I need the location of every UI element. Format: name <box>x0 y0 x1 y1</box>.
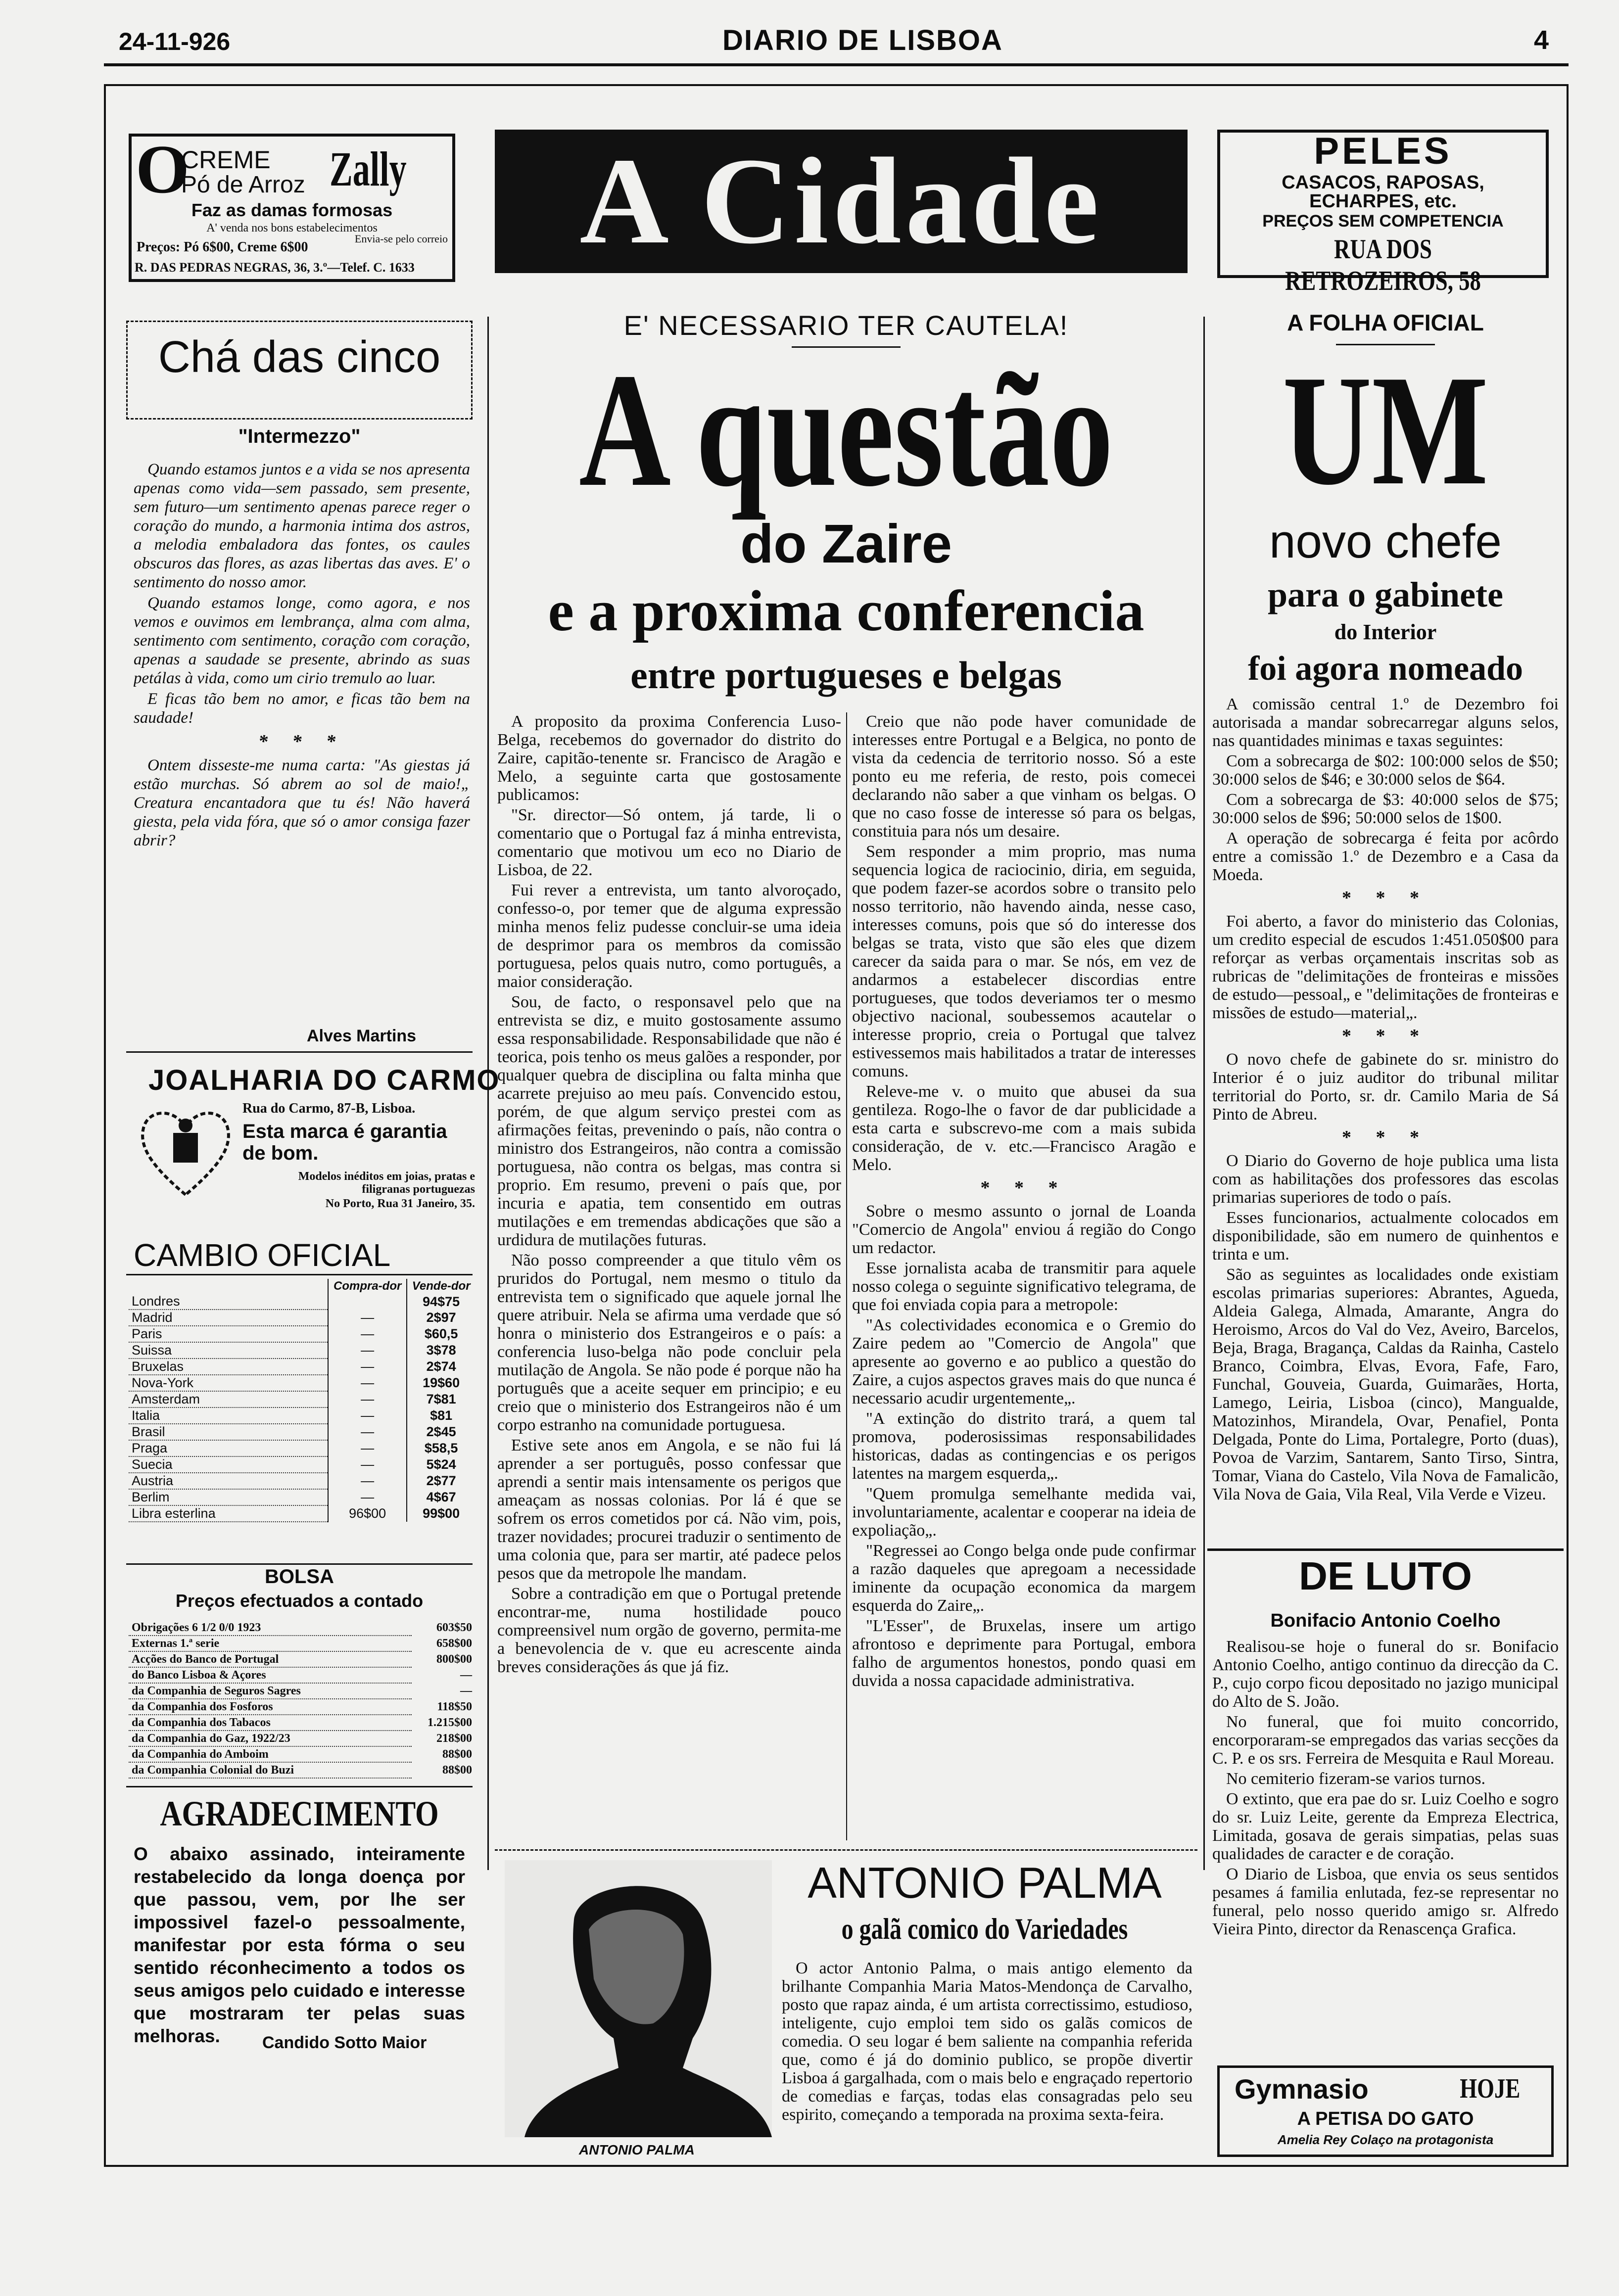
zaire-column-2 <box>852 712 1196 1840</box>
cambio-sell: $58,5 <box>407 1440 475 1456</box>
rule-left-2 <box>126 1786 473 1787</box>
zaire-paragraph: "Regressei ao Congo belga onde pude confirmar a razão daqueles que apregoam a necessidade iminente da ocupação economica da margem esquerda do Zaire„. <box>852 1542 1196 1615</box>
cha-paragraph: Quando estamos juntos e a vida se nos apresenta apenas como vida—sem passado, sem presente, sem futuro—um sentimento apenas parece reger o coração do mundo, a harmonia intima dos astros, a melodia embaladora das fontes, os caules obscuros das flores, as azas libertas das aves. E' o sentimento do nosso amor. <box>134 461 470 591</box>
folha-stars: * * * <box>1342 1127 1429 1148</box>
cha-das-cinco-header <box>126 321 473 420</box>
cambio-row <box>129 1407 475 1424</box>
bolsa-title: BOLSA <box>265 1566 334 1588</box>
bolsa-row <box>129 1746 475 1762</box>
cha-title: Chá das cinco <box>158 332 441 382</box>
cambio-buy: — <box>328 1375 407 1391</box>
zaire-headline-3: e a proxima conferencia <box>548 578 1144 643</box>
cambio-table <box>129 1279 475 1522</box>
cambio-sell: 94$75 <box>407 1294 475 1310</box>
bolsa-value: 118$50 <box>437 1700 472 1713</box>
cambio-currency: Suecia <box>129 1456 328 1473</box>
cambio-sell: 19$60 <box>407 1375 475 1391</box>
ad-creme-mail: Envia-se pelo correio <box>354 233 448 245</box>
bolsa-security: Acções do Banco de Portugal <box>129 1651 412 1667</box>
zaire-paragraph: "Quem promulga semelhante medida vai, involuntariamente, acalentar e cooperar na ideia de expoliação„. <box>852 1485 1196 1540</box>
bolsa-value: — <box>460 1684 472 1697</box>
luto-paragraph: O Diario de Lisboa, que envia os seus sentidos pesames á familia enlutada, fez-se representar no funeral, pelo nosso querido amigo sr. Alfredo Vieira Pinto, director da Renascença Grafica. <box>1212 1865 1559 1938</box>
bolsa-security: da Companhia do Amboim <box>129 1746 412 1762</box>
ad-creme-sale: A' venda nos bons estabelecimentos <box>206 222 378 234</box>
cambio-sell: $60,5 <box>407 1326 475 1342</box>
palma-text: O actor Antonio Palma, o mais antigo elemento da brilhante Companhia Maria Matos-Mendonça de Carvalho, posto que rapaz ainda, é um artista correctissimo, estudioso, inteligente, cujo emploi tem sido os galãs comicos de comedia. O seu logar é bem saliente na companhia referida que, como é já do dominio publico, se propõe divertir Lisboa á gargalhada, com o mais belo e engraçado repertorio de comedias e farças, todas elas consagradas pelo seu espirito, começando a temporada na proxima sexta-feira. <box>782 1959 1192 2124</box>
cambio-currency: Brasil <box>129 1424 328 1440</box>
folha-article <box>1212 695 1559 1536</box>
folha-headline-4: do Interior <box>1334 620 1437 644</box>
luto-name: Bonifacio Antonio Coelho <box>1270 1610 1501 1631</box>
cambio-sell: 99$00 <box>407 1505 475 1522</box>
cambio-buy: — <box>328 1326 407 1342</box>
palma-subtitle: o galã comico do Variedades <box>841 1913 1128 1945</box>
bolsa-security: da Companhia dos Fosforos <box>129 1699 412 1715</box>
luto-paragraph: No cemiterio fizeram-se varios turnos. <box>1226 1770 1485 1788</box>
rule-center-palma <box>495 1848 1197 1851</box>
palma-caption: ANTONIO PALMA <box>579 2142 695 2157</box>
cha-article <box>134 460 470 1029</box>
cambio-row <box>129 1391 475 1407</box>
bolsa-value: 603$50 <box>436 1621 472 1634</box>
ad-peles-line2: ECHARPES, etc. <box>1309 191 1457 212</box>
cambio-buy: — <box>328 1407 407 1424</box>
luto-article <box>1212 1638 1559 2018</box>
cambio-row <box>129 1489 475 1505</box>
cambio-sell: 5$24 <box>407 1456 475 1473</box>
zaire-paragraph: "L'Esser", de Bruxelas, insere um artigo afrontoso e deprimente para Portugal, embora falho de argumentos honestos, pondo quasi em duvida a nossa capacidade administrativa. <box>852 1617 1196 1690</box>
joalharia-porto: No Porto, Rua 31 Janeiro, 35. <box>325 1197 475 1210</box>
ad-creme-line2: Pó de Arroz <box>181 172 305 198</box>
ad-peles <box>1217 130 1549 296</box>
zaire-paragraph: Sobre a contradição em que o Portugal pretende encontrar-me, numa hostilidade pouco compreensivel num orgão de governo, permita-me a benevolencia de v. que eu acrescente ainda breves considerações ás que já fiz. <box>497 1585 841 1676</box>
bolsa-security: da Companhia dos Tabacos <box>129 1715 412 1731</box>
folha-stars: * * * <box>1342 888 1429 908</box>
ad-peles-line1: CASACOS, RAPOSAS, <box>1282 172 1484 193</box>
ad-creme-letter: O <box>136 131 190 208</box>
rule-left-1 <box>126 1051 473 1053</box>
cambio-buy: — <box>328 1473 407 1489</box>
ad-peles-line3: PREÇOS SEM COMPETENCIA <box>1262 212 1504 231</box>
zaire-paragraph: "Sr. director—Só ontem, já tarde, li o comentario que o Portugal faz á minha entrevista, comentario que motivou um eco no Diario de Lisboa, de 22. <box>497 806 841 879</box>
folha-paragraph: O novo chefe de gabinete do sr. ministro do Interior é o juiz auditor do tribunal militar territorial do Porto, sr. dr. Camilo Maria de Sá Pinto de Abreu. <box>1212 1050 1559 1124</box>
header-rule <box>104 63 1569 66</box>
cambio-col-sell: Vende-dor <box>407 1279 475 1294</box>
cambio-col-buy: Compra-dor <box>328 1279 407 1294</box>
cambio-buy: — <box>328 1391 407 1407</box>
bolsa-security: do Banco Lisboa & Açores <box>129 1667 412 1683</box>
joalharia-address: Rua do Carmo, 87-B, Lisboa. <box>242 1101 416 1116</box>
zaire-paragraph: Releve-me v. o muito que abusei da sua gentileza. Rogo-lhe o favor de dar publicidade a esta carta e subscrevo-me com a mais subida consideração, de v. etc.—Francisco Aragão e Melo. <box>852 1082 1196 1174</box>
antonio-palma-portrait <box>505 1860 772 2137</box>
rule-bolsa-top <box>126 1563 473 1565</box>
zaire-column-1 <box>497 712 841 1840</box>
jewel-heart-emblem <box>134 1098 238 1202</box>
zaire-kicker: E' NECESSARIO TER CAUTELA! <box>623 310 1069 341</box>
bolsa-value: 658$00 <box>436 1637 472 1650</box>
cambio-currency: Libra esterlina <box>129 1505 328 1522</box>
cha-paragraph: E ficas tão bem no amor, e ficas tão bem na saudade! <box>134 690 470 727</box>
ad-creme-prices: Preços: Pó 6$00, Creme 6$00 <box>137 239 308 255</box>
ad-creme-brand: Zally <box>330 141 407 196</box>
gymnasio-star: Amelia Rey Colaço na protagonista <box>1277 2132 1494 2147</box>
folha-headline-2: novo chefe <box>1269 515 1502 568</box>
ad-creme-line1: CREME <box>181 146 271 174</box>
cambio-row <box>129 1440 475 1456</box>
zaire-paragraph: Fui rever a entrevista, um tanto alvoroçado, confesso-o, por temer que de alguma expressão minha menos feliz pudesse concluir-se uma ideia de desprimor para os membros da comissão portuguesa, pelos quais nutro, como português, a maior consideração. <box>497 881 841 991</box>
bolsa-row <box>129 1762 475 1778</box>
cambio-currency: Suissa <box>129 1342 328 1359</box>
cambio-buy: — <box>328 1342 407 1359</box>
zaire-headline-4: entre portugueses e belgas <box>630 654 1062 697</box>
zaire-headline-2: do Zaire <box>740 514 952 574</box>
folha-paragraph: O Diario do Governo de hoje publica uma lista com as habilitações dos professores das escolas primarias superiores de todo o país. <box>1212 1152 1559 1207</box>
masthead-banner <box>495 130 1188 273</box>
bolsa-row <box>129 1683 475 1699</box>
cambio-sell: 2$77 <box>407 1473 475 1489</box>
cambio-row <box>129 1424 475 1440</box>
cambio-currency: Londres <box>129 1294 328 1310</box>
bolsa-row <box>129 1667 475 1683</box>
ad-peles-title: PELES <box>1314 130 1452 172</box>
bolsa-security: da Companhia do Gaz, 1922/23 <box>129 1731 412 1746</box>
cambio-title: CAMBIO OFICIAL <box>134 1237 391 1273</box>
joalharia-title: JOALHARIA DO CARMO <box>148 1064 500 1096</box>
ad-creme-zally <box>129 131 455 282</box>
cambio-row <box>129 1359 475 1375</box>
rule-cambio <box>126 1274 473 1275</box>
zaire-paragraph: Sem responder a mim proprio, mas numa sequencia logica de raciocinio, diria, em seguida, que podem fazer-se acordos sobre o transito pelo nosso territorio, não havendo ainda, nesse caso, interesses comuns, pois que só do interesse dos belgas se trata, visto que são eles que dizem carecer da saida para o mar. Se nós, em vez de andarmos a estabelecer discordias entre portugueses, que todos deveriamos ter o mesmo objectivo nacional, soubessemos acautelar o interesse proprio, creia o Portugal que talvez estivessemos mais habilitados a tratar de interesses comuns. <box>852 843 1196 1080</box>
bolsa-row <box>129 1731 475 1746</box>
ad-creme-tagline: Faz as damas formosas <box>191 200 393 220</box>
cha-stars: * * * <box>258 731 345 752</box>
page-date: 24-11-926 <box>119 28 231 55</box>
cambio-sell: 2$74 <box>407 1359 475 1375</box>
cambio-buy: — <box>328 1440 407 1456</box>
column-divider-2 <box>1203 317 1205 1870</box>
agradecimento-title: AGRADECIMENTO <box>160 1794 439 1833</box>
cambio-buy: — <box>328 1359 407 1375</box>
cambio-row <box>129 1473 475 1489</box>
rule-right-luto <box>1207 1548 1564 1551</box>
folha-paragraph: São as seguintes as localidades onde existiam escolas primarias superiores: Abrantes, Agueda, Aldeia Galega, Almada, Amarante, Angra do Heroismo, Arcos do Val do Vez, Aveiro, Barcelos, Beja, Braga, Bragança, Caldas da Rainha, Castelo Branco, Coimbra, Elvas, Evora, Fafe, Faro, Funchal, Gouveia, Guarda, Guimarães, Horta, Lamego, Leiria, Lisboa (cinco), Mangualde, Matozinhos, Mirandela, Ovar, Penafiel, Ponta Delgada, Ponte do Lima, Portalegre, Porto (duas), Povoa de Varzim, Santarem, Santo Tirso, Sintra, Tomar, Viana do Castelo, Vila Nova de Famalicão, Vila Nova de Gaia, Vila Real, Vila Verde e Vizeu. <box>1212 1265 1559 1503</box>
bolsa-row <box>129 1636 475 1651</box>
cambio-sell: 4$67 <box>407 1489 475 1505</box>
bolsa-row <box>129 1715 475 1731</box>
cambio-sell: 2$97 <box>407 1310 475 1326</box>
cha-paragraph: Ontem disseste-me numa carta: "As giestas já estão murchas. Só abrem ao sol de maio!„ Creatura encantadora que tu és! Não haverá giesta, pela vida fóra, que só o amor consiga fazer abrir? <box>134 756 470 849</box>
gymnasio-today: HOJE <box>1460 2073 1521 2104</box>
cambio-row <box>129 1505 475 1522</box>
cambio-row <box>129 1326 475 1342</box>
cambio-row <box>129 1342 475 1359</box>
cha-paragraph: Quando estamos longe, como agora, e nos vemos e ouvimos em lembrança, alma com alma, sentimento com sentimento, coração com coração, apenas a saudade se presente, abrindo as suas petálas à vida, como um cirio tremulo ao luar. <box>134 594 470 687</box>
cambio-buy <box>328 1294 407 1310</box>
cambio-currency: Praga <box>129 1440 328 1456</box>
cambio-currency: Amsterdam <box>129 1391 328 1407</box>
folha-kicker: A FOLHA OFICIAL <box>1287 310 1484 335</box>
bolsa-value: 800$00 <box>436 1652 472 1666</box>
cambio-sell: $81 <box>407 1407 475 1424</box>
palma-title: ANTONIO PALMA <box>808 1858 1162 1907</box>
bolsa-security: da Companhia de Seguros Sagres <box>129 1683 412 1699</box>
folha-paragraph: Com a sobrecarga de $3: 40:000 selos de $75; 30:000 selos de $96; 50:000 selos de 1$00. <box>1212 791 1559 827</box>
cambio-currency: Madrid <box>129 1310 328 1326</box>
agradecimento-text: O abaixo assinado, inteiramente restabelecido da longa doença por que passou, vem, por lhe ser impossivel fazel-o pessoalmente, manifestar por esta fórma o seu sentido réconhecimento a todos os seus amigos pelo cuidado e interesse que mostraram ter pelas suas melhoras. <box>134 1844 465 2046</box>
zaire-headline-1: A questão <box>579 340 1113 520</box>
cambio-row <box>129 1375 475 1391</box>
gymnasio-play: A PETISA DO GATO <box>1297 2109 1474 2129</box>
bolsa-value: 1.215$00 <box>428 1716 472 1729</box>
folha-headline-1: UM <box>1283 343 1488 518</box>
cambio-currency: Bruxelas <box>129 1359 328 1375</box>
cambio-currency: Nova-York <box>129 1375 328 1391</box>
cambio-row <box>129 1294 475 1310</box>
bolsa-table <box>129 1620 475 1779</box>
cha-author: Alves Martins <box>307 1027 417 1045</box>
folha-paragraph: Esses funcionarios, actualmente colocados em disponibilidade, são em numero de quinhentos e trinta e um. <box>1212 1209 1559 1264</box>
joalharia-slogan: Esta marca é garantia de bom. <box>242 1121 447 1164</box>
bolsa-value: — <box>460 1668 472 1682</box>
page-number: 4 <box>1534 25 1549 55</box>
zaire-column-divider <box>846 712 847 1840</box>
folha-headline-5: foi agora nomeado <box>1247 650 1524 688</box>
zaire-paragraph: Sobre o mesmo assunto o jornal de Loanda "Comercio de Angola" enviou á região do Congo um redactor. <box>852 1202 1196 1257</box>
cambio-currency: Austria <box>129 1473 328 1489</box>
zaire-paragraph: Creio que não pode haver comunidade de interesses entre Portugal e a Belgica, no ponto de vista da cedencia de territorio nosso. Só a este ponto eu me referia, de resto, pois comecei declarando não saber a que vinham os belgas. O que no caso fosse de interesse só para os belgas, constituia para nós um desaire. <box>852 712 1196 841</box>
zaire-paragraph: Não posso compreender a que titulo vêm os pruridos do Portugal, nem mesmo o titulo da entrevista tem o significado que aquele jornal lhe quere atribuir. Nela se afirma uma verdade que só honra o ministerio dos Estrangeiros e o país: a conferencia luso-belga não pode concluir pela mutilação de Angola. Se não pode é porque não ha português que a aceite sequer em principio; e eu creio que o ministerio dos Estrangeiros não é um corpo estranho na comunidade portuguesa. <box>497 1251 841 1434</box>
gymnasio-theatre: Gymnasio <box>1235 2073 1369 2105</box>
cambio-sell: 3$78 <box>407 1342 475 1359</box>
zaire-paragraph: Sou, de facto, o responsavel pelo que na entrevista se diz, e muito gostosamente assumo essa responsabilidade. Responsabilidade que não é teorica, pois tenho os meus galões a responder, por qualquer quebra de disciplina ou falta minha que acarrete prejuiso ao meu país. Convencido estou, porém, de que algum serviço prestei com as afirmações feitas, prevenindo o país, não contra o ministro dos Estrangeiros, não contra a comissão portuguesa, não contra os belgas, mas contra si proprio. Em resumo, preveni o país que, por incuria e apatia, tem consentido em outras mutilações e em tremendas abdicações que são a urdidura de mutilações futuras. <box>497 993 841 1249</box>
folha-paragraph: Foi aberto, a favor do ministerio das Colonias, um credito especial de escudos 1:451.050$00 para reforçar as verbas orçamentais inscritas sob as rubricas de "delimitações de fronteiras e missões de estudo—pessoal„ e "delimitações de fronteiras e missões de estudo—material„. <box>1212 912 1559 1022</box>
cambio-row <box>129 1310 475 1326</box>
cambio-currency: Italia <box>129 1407 328 1424</box>
cambio-sell: 7$81 <box>407 1391 475 1407</box>
bolsa-value: 88$00 <box>442 1763 472 1777</box>
zaire-stars: * * * <box>980 1177 1068 1198</box>
bolsa-security: Externas 1.ª serie <box>129 1636 412 1651</box>
zaire-paragraph: A proposito da proxima Conferencia Luso-Belga, recebemos do governador do distrito do Zaire, capitão-tenente sr. Francisco de Aragão e Melo, a seguinte carta que gostosamente publicamos: <box>497 712 841 804</box>
newspaper-name: DIARIO DE LISBOA <box>722 24 1003 56</box>
ad-creme-address: R. DAS PEDRAS NEGRAS, 36, 3.º—Telef. C. 1633 <box>135 260 415 275</box>
cambio-currency: Paris <box>129 1326 328 1342</box>
masthead-title: A Cidade <box>579 133 1103 270</box>
cambio-buy: — <box>328 1489 407 1505</box>
bolsa-security: Obrigações 6 1/2 0/0 1923 <box>129 1620 412 1636</box>
cambio-sell: 2$45 <box>407 1424 475 1440</box>
bolsa-value: 218$00 <box>436 1732 472 1745</box>
folha-paragraph: Com a sobrecarga de $02: 100:000 selos de $50; 30:000 selos de $46; e 30:000 selos de $64. <box>1212 752 1559 789</box>
zaire-paragraph: "A extinção do distrito trará, a quem tal promova, poderosissimas responsabilidades historicas, dadas as contingencias e os perigos latentes na margem esquerda„. <box>852 1409 1196 1483</box>
luto-title: DE LUTO <box>1299 1554 1472 1598</box>
cha-subtitle: "Intermezzo" <box>238 425 361 447</box>
joalharia-note: Modelos inéditos em joias, pratas e filigranas portuguezas <box>298 1170 475 1196</box>
cambio-currency: Berlim <box>129 1489 328 1505</box>
zaire-paragraph: "As colectividades economica e o Gremio do Zaire pedem ao "Comercio de Angola" que apresente ao governo e ao publico a questão do Zaire, a cujos aspectos graves mais do que nunca é necessario acudir urgentemente„. <box>852 1316 1196 1407</box>
ad-peles-address: RUA DOS RETROZEIROS, 58 <box>1285 234 1481 296</box>
bolsa-row <box>129 1651 475 1667</box>
cambio-buy: 96$00 <box>328 1505 407 1522</box>
bolsa-value: 88$00 <box>442 1747 472 1761</box>
luto-paragraph: O extinto, que era pae do sr. Luiz Coelho e sogro do sr. Luiz Leite, gerente da Empreza Electrica, Limitada, gosava de gerais simpatias, pelas suas qualidades de caracter e de coração. <box>1212 1790 1559 1863</box>
cambio-buy: — <box>328 1456 407 1473</box>
folha-stars: * * * <box>1342 1026 1429 1046</box>
bolsa-row <box>129 1620 475 1636</box>
agradecimento-author: Candido Sotto Maior <box>262 2033 427 2052</box>
cambio-row <box>129 1456 475 1473</box>
bolsa-security: da Companhia Colonial do Buzi <box>129 1762 412 1778</box>
zaire-paragraph: Estive sete anos em Angola, e se não fui lá aprender a ser português, posso confessar que aprendi a sentir mais intensamente os perigos que ameaçam as nossas colonias. Por lá é que se sofrem os erros cometidos por cá. Não vim, pois, trazer novidades; procurei traduzir o sentimento de uma colonia que, para ser martir, até padece pelos pesos que da metropole lhe mandam. <box>497 1436 841 1583</box>
folha-paragraph: A operação de sobrecarga é feita por acôrdo entre a comissão 1.º de Dezembro e a Casa da Moeda. <box>1212 829 1559 884</box>
folha-paragraph: A comissão central 1.º de Dezembro foi autorisada a mandar sobrecarregar alguns selos, nas quantidades minimas e taxas seguintes: <box>1212 695 1559 750</box>
ad-gymnasio <box>1217 2065 1554 2157</box>
bolsa-subtitle: Preços efectuados a contado <box>175 1591 424 1611</box>
zaire-paragraph: Esse jornalista acaba de transmitir para aquele nosso colega o seguinte significativo telegrama, de que foi enviada copia para a metropole: <box>852 1259 1196 1314</box>
luto-paragraph: Realisou-se hoje o funeral do sr. Bonifacio Antonio Coelho, antigo continuo da direcção da C. P., cujo corpo ficou depositado no jazigo municipal do Alto de S. João. <box>1212 1638 1559 1711</box>
folha-headline-3: para o gabinete <box>1268 575 1503 614</box>
cambio-buy: — <box>328 1310 407 1326</box>
luto-paragraph: No funeral, que foi muito concorrido, encorporaram-se empregados das varias secções da C. P. e os srs. Ferreira de Mesquita e Raul Moreau. <box>1212 1713 1559 1768</box>
cambio-buy: — <box>328 1424 407 1440</box>
bolsa-row <box>129 1699 475 1715</box>
